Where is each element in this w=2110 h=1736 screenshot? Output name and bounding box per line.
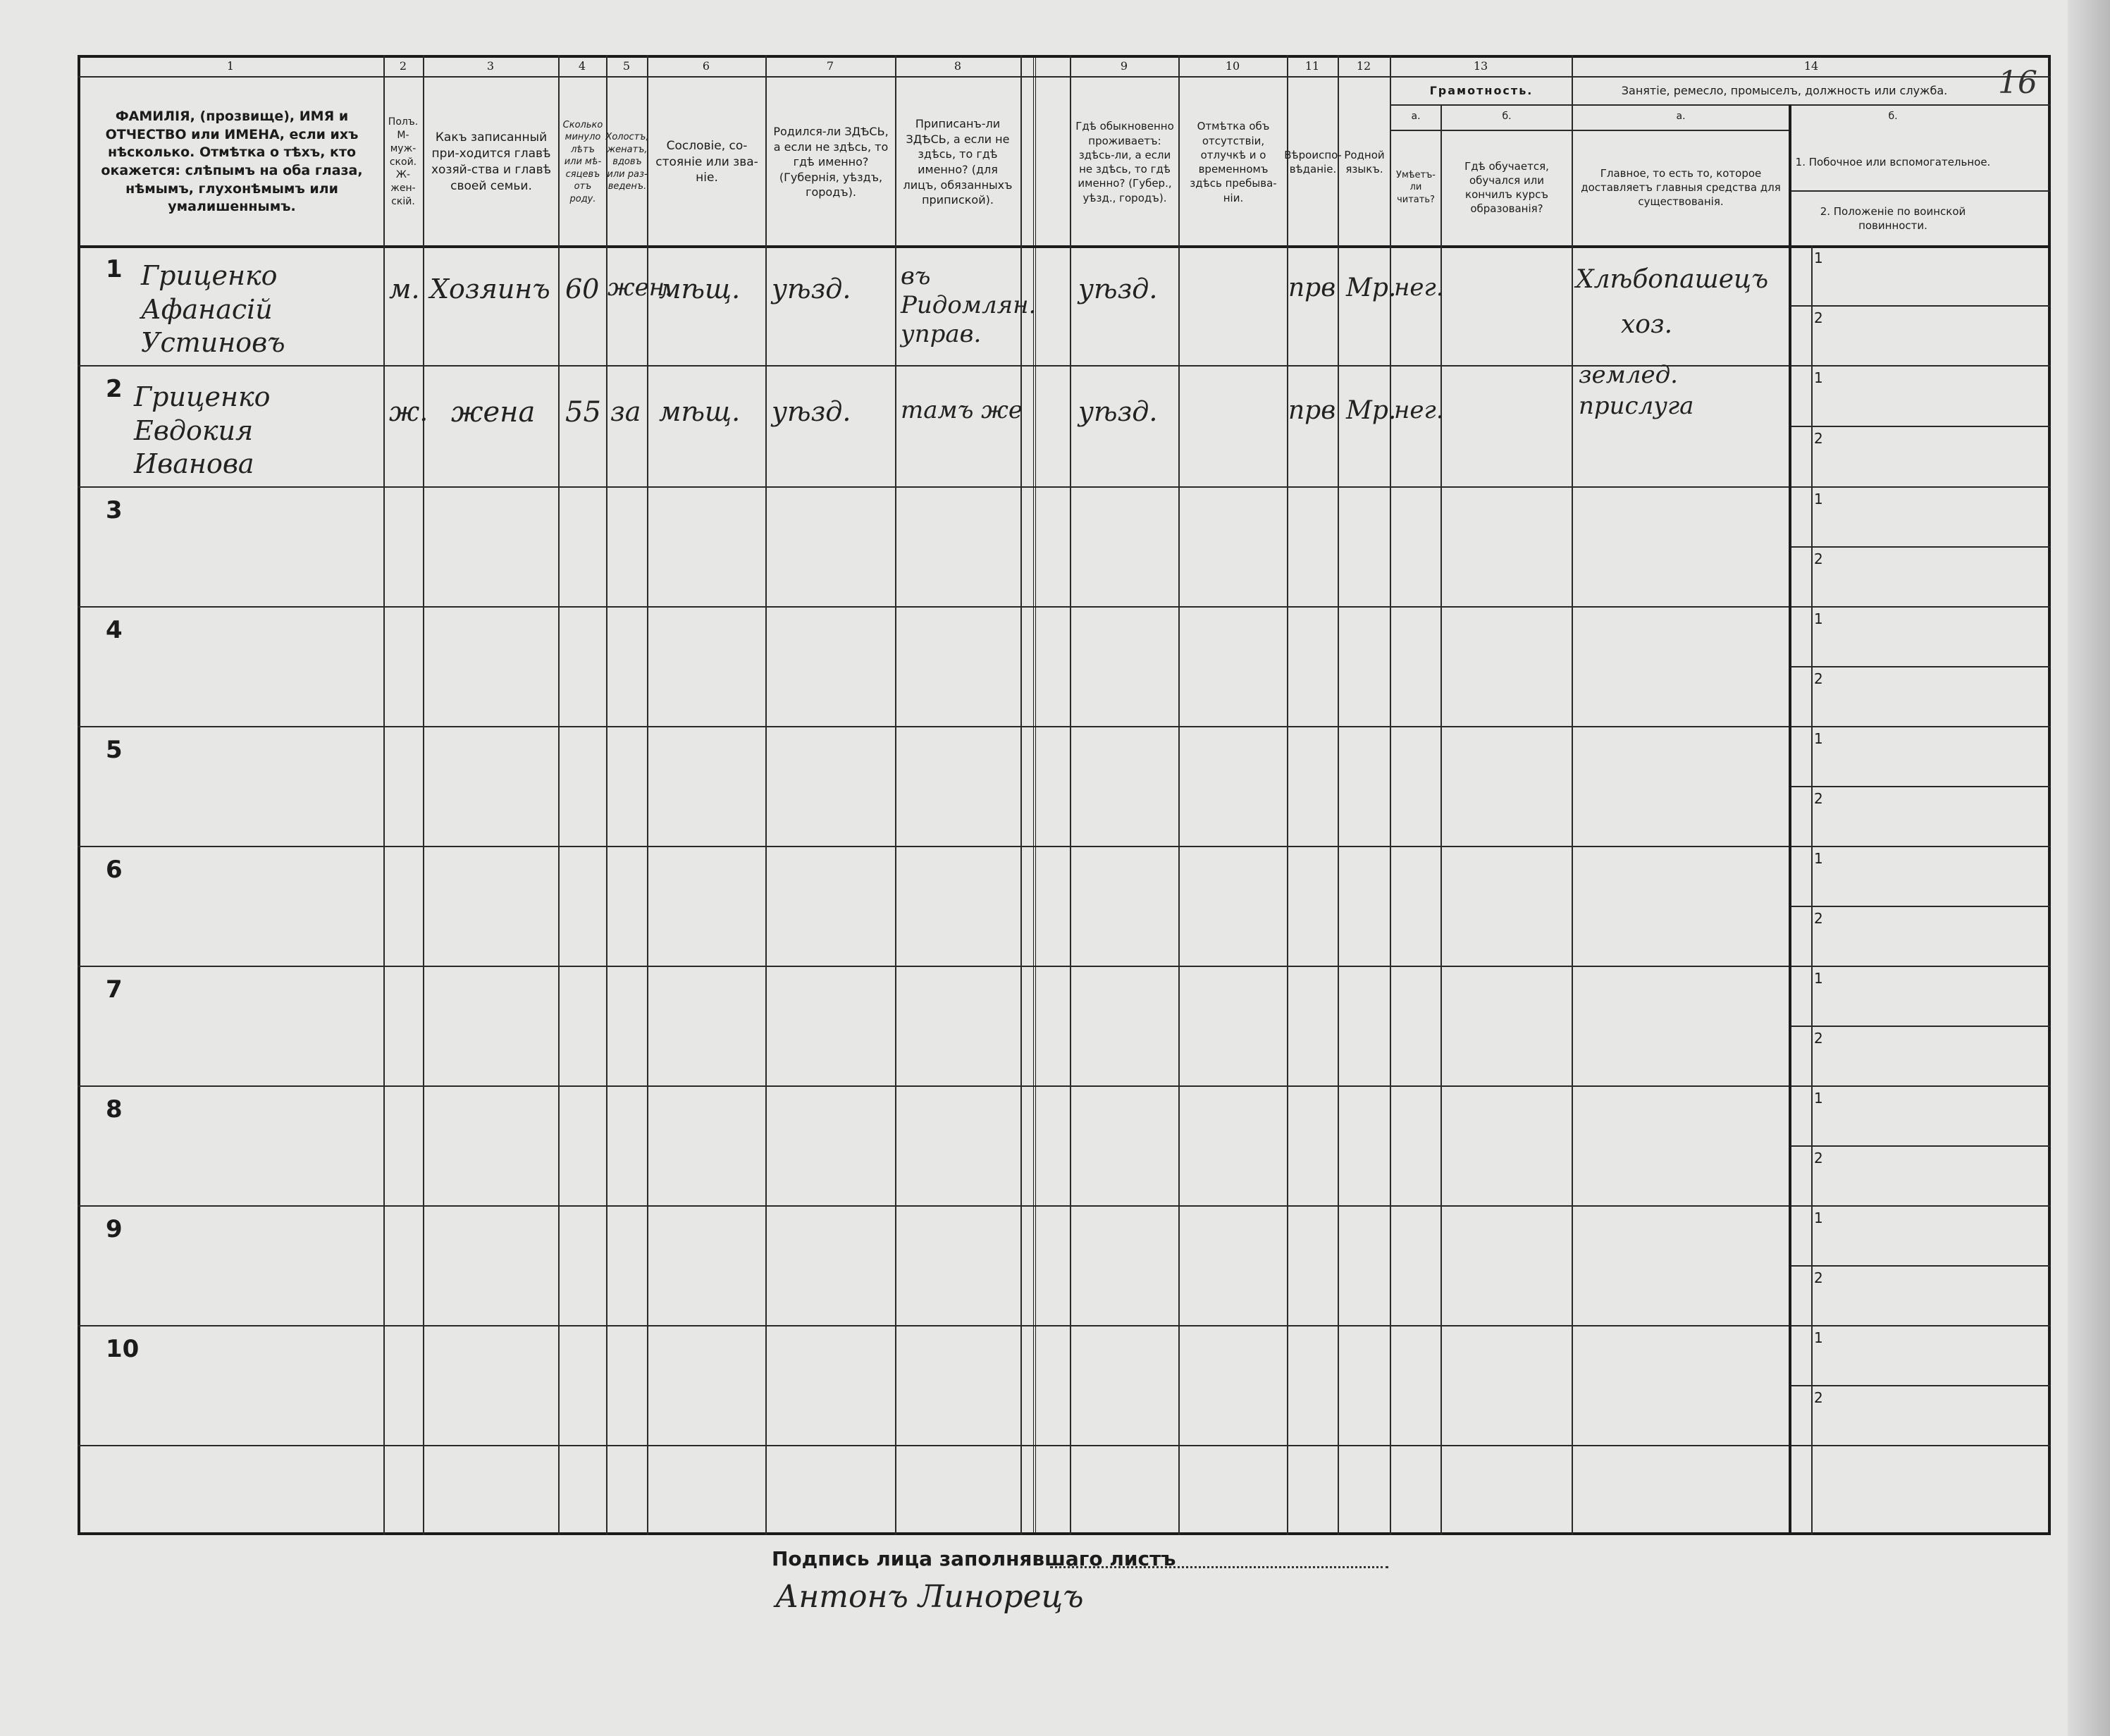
column-divider — [1789, 104, 1791, 1535]
column-number: 1 — [226, 59, 235, 73]
subrow-divider — [1789, 426, 2051, 427]
subrow-marker: 1 — [1814, 491, 1823, 507]
row2-sex: ж. — [389, 396, 428, 427]
row2-language: Мр. — [1346, 396, 1397, 425]
row-divider — [78, 726, 2051, 727]
subrow-marker: 1 — [1814, 1209, 1823, 1226]
subrow-marker: 2 — [1814, 309, 1823, 326]
column-divider — [895, 55, 896, 1535]
column-number: 14 — [1803, 59, 1819, 73]
row-number: 10 — [106, 1335, 140, 1363]
header-literacy-a: Умѣетъ-ли читать? — [1396, 169, 1436, 205]
colnum-row-line — [78, 76, 2051, 78]
header-age: Сколько минуло лѣтъ или мѣ-сяцевъ отъ роду. — [562, 119, 603, 204]
subrow-marker: 2 — [1814, 1269, 1823, 1286]
header-estate: Сословіе, со-стояніе или зва-ніе. — [655, 138, 758, 185]
row1-born: уѣзд. — [772, 273, 851, 304]
column-number: 10 — [1225, 59, 1240, 73]
column-number: 5 — [622, 59, 631, 73]
row-divider — [78, 1445, 2051, 1446]
column-number: 12 — [1356, 59, 1371, 73]
header-birthplace: Родился-ли ЗДѢСЬ, а если не здѣсь, то гдѣ именно? (Губернія, уѣздъ, городъ). — [773, 125, 889, 199]
subrow-divider — [1789, 1265, 2051, 1267]
header-language: Родной языкъ. — [1344, 148, 1385, 176]
column-number: 3 — [486, 59, 495, 73]
row1-marital: жен. — [607, 273, 672, 302]
header-bottom-line — [78, 245, 2051, 248]
subrow-marker: 2 — [1814, 670, 1823, 687]
column-number: 6 — [702, 59, 710, 73]
column-number: 8 — [954, 59, 962, 73]
row-number: 2 — [106, 375, 123, 403]
header-occupation-b1: 1. Побочное или вспомогательное. — [1795, 155, 1991, 168]
subrow-marker: 2 — [1814, 790, 1823, 807]
header-occupation-b2: 2. Положеніе по воинской повинности. — [1820, 204, 1966, 232]
subrow-divider — [1789, 786, 2051, 787]
row-number: 7 — [106, 975, 123, 1004]
header-residence: Гдѣ обыкновенно проживаетъ: здѣсь-ли, а если не здѣсь, то гдѣ именно? (Губер., уѣзд., городъ). — [1075, 120, 1174, 204]
subrow-divider — [1789, 906, 2051, 907]
subrow-divider — [1789, 305, 2051, 307]
header-occupation-a: Главное, то есть то, которое доставляетъ главныя средства для существованія. — [1581, 166, 1781, 209]
column-number: 4 — [578, 59, 586, 73]
row1-name: Гриценко Афанасій Устиновъ — [141, 260, 285, 358]
column-divider — [1440, 104, 1442, 1535]
subrow-divider — [1789, 1385, 2051, 1386]
row1-residence: уѣзд. — [1078, 273, 1158, 304]
column-divider — [1070, 55, 1071, 1535]
row-number: 4 — [106, 616, 123, 644]
row2-relation: жена — [451, 396, 536, 429]
subrow-divider — [1789, 1145, 2051, 1147]
row2-occupation: землед. прислуга — [1579, 361, 1694, 421]
subrow-marker: 2 — [1814, 1150, 1823, 1166]
column-divider — [558, 55, 560, 1535]
header-absence: Отмѣтка объ отсутствіи, отлучкѣ и о временномъ здѣсь пребыва-ніи. — [1190, 120, 1277, 204]
header-literacy-a-label: а. — [1411, 110, 1421, 122]
column-divider — [423, 55, 424, 1535]
header-literacy-b-label: б. — [1502, 110, 1512, 122]
row-number: 1 — [106, 255, 123, 283]
subrow-marker: 1 — [1814, 369, 1823, 386]
subrow-marker: 2 — [1814, 430, 1823, 447]
row-number: 5 — [106, 736, 123, 764]
row-number: 8 — [106, 1095, 123, 1124]
row1-age: 60 — [565, 273, 600, 304]
column-number: 7 — [826, 59, 834, 73]
row2-registered: тамъ же — [901, 396, 1023, 424]
header-occupation-a-label: а. — [1676, 110, 1686, 122]
row2-religion: прв — [1288, 396, 1336, 425]
header-relation: Какъ записанный при-ходится главѣ хозяй-ства и главѣ своей семьи. — [431, 130, 552, 193]
subrow-marker: 2 — [1814, 1030, 1823, 1047]
row2-marital: за — [610, 396, 641, 427]
row2-residence: уѣзд. — [1078, 396, 1158, 427]
column-number: 9 — [1120, 59, 1128, 73]
header-registered: Приписанъ-ли ЗДѢСЬ, а если не здѣсь, то гдѣ именно? (для лицъ, обязанныхъ припиской). — [903, 117, 1013, 207]
subrow-divider — [1789, 1026, 2051, 1027]
subrow-marker: 2 — [1814, 910, 1823, 927]
column-divider — [383, 55, 385, 1535]
column-divider — [1811, 245, 1813, 1535]
subrow-marker: 1 — [1814, 250, 1823, 266]
page-number: 16 — [1998, 65, 2037, 101]
subrow-marker: 1 — [1814, 1090, 1823, 1107]
row-number: 6 — [106, 856, 123, 884]
row1-religion: прв — [1288, 273, 1336, 302]
signature-line — [1050, 1566, 1388, 1568]
row2-name: Гриценко Евдокия Иванова — [134, 381, 271, 479]
row2-estate: мѣщ. — [659, 396, 741, 427]
row-number: 9 — [106, 1215, 123, 1243]
row1-relation: Хозяинъ — [430, 273, 550, 304]
column-number: 2 — [399, 59, 407, 73]
row1-literacy: нег. — [1394, 273, 1444, 302]
row1-estate: мѣщ. — [659, 273, 741, 304]
column-divider — [1338, 55, 1339, 1535]
row1-military: хоз. — [1621, 310, 1673, 339]
signature-value: Антонъ Линорецъ — [775, 1579, 1084, 1615]
row-divider — [78, 1205, 2051, 1207]
subrow-marker: 2 — [1814, 550, 1823, 567]
header-religion: Вѣроиспо-вѣданіе. — [1284, 148, 1342, 176]
subrow-marker: 1 — [1814, 1329, 1823, 1346]
row-number: 3 — [106, 496, 123, 524]
column-number: 11 — [1304, 59, 1320, 73]
column-number: 13 — [1473, 59, 1488, 73]
row2-age: 55 — [565, 396, 601, 429]
subrow-divider — [1789, 666, 2051, 667]
header-sex: Полъ. М-муж-ской. Ж-жен-скій. — [388, 116, 419, 208]
subrow-marker: 1 — [1814, 850, 1823, 867]
row1-sex: м. — [389, 273, 420, 304]
subrow-marker: 1 — [1814, 730, 1823, 747]
signature-label: Подпись лица заполнявшаго листъ — [772, 1547, 1176, 1570]
header-occupation-b-label: б. — [1888, 110, 1898, 122]
header-marital: Холостъ, женатъ, вдовъ или раз-веденъ. — [605, 132, 649, 192]
header-name: ФАМИЛІЯ, (прозвище), ИМЯ и ОТЧЕСТВО или ИМЕНА, если ихъ нѣсколько. Отмѣтка о тѣхъ, кто окажется: слѣпымъ на оба глаза, нѣмымъ, глухонѣмымъ или умалишеннымъ. — [101, 109, 363, 215]
subrow-marker: 2 — [1814, 1389, 1823, 1406]
column-divider — [1178, 55, 1180, 1535]
row-divider — [78, 1325, 2051, 1326]
header-occupation: Занятіе, ремесло, промыселъ, должность или служба. — [1621, 84, 1948, 98]
column-divider — [1020, 55, 1022, 1535]
column-divider — [1572, 55, 1573, 1535]
row2-literacy: нег. — [1394, 396, 1444, 424]
row-divider — [78, 606, 2051, 608]
row-divider — [78, 966, 2051, 967]
subrow-marker: 1 — [1814, 610, 1823, 627]
header-literacy: Грамотность. — [1429, 84, 1534, 98]
subrow-divider — [1789, 546, 2051, 548]
column-divider — [765, 55, 767, 1535]
row1-language: Мр. — [1346, 273, 1397, 302]
column-divider — [1033, 55, 1036, 1535]
row-divider — [78, 846, 2051, 847]
subrow-marker: 1 — [1814, 970, 1823, 987]
row1-registered: въ Ридомлян. управ. — [901, 262, 1037, 348]
row2-born: уѣзд. — [772, 396, 851, 427]
row-divider — [78, 1085, 2051, 1087]
row1-occupation: Хлѣбопашецъ — [1576, 265, 1769, 294]
row-divider — [78, 486, 2051, 488]
header-literacy-b: Гдѣ обучается, обучался или кончилъ курсъ образованія? — [1464, 159, 1549, 216]
